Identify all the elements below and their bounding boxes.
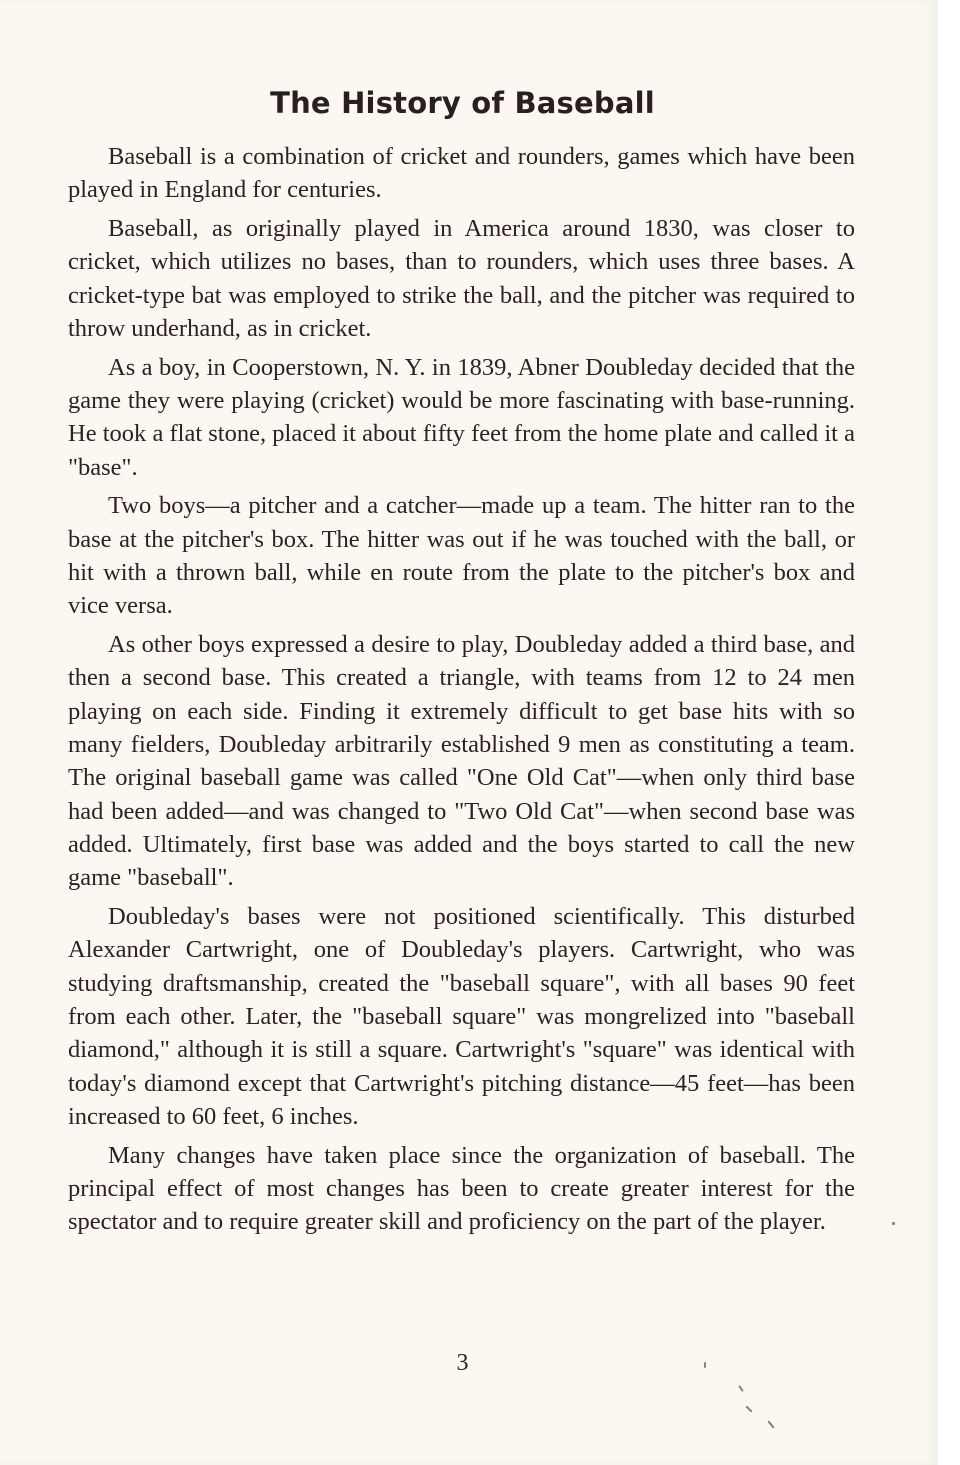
paragraph-7: Many changes have taken place since the organization of baseball. The principal effect of most changes has been to create greater interest for the spectator and to require greater skill and proficiency on the part of the player. — [68, 1141, 855, 1236]
paragraph-4: Two boys—a pitcher and a catcher—made up a team. The hitter ran to the base at the pitcher's box. The hitter was out if he was touched with the ball, or hit with a thrown ball, while en route from the plate to the pitcher's box and vice versa. — [68, 492, 855, 620]
paper-speck — [892, 1222, 895, 1225]
paragraph-3: As a boy, in Cooperstown, N. Y. in 1839, Abner Doubleday decided that the game they were playing (cricket) would be more fascinating with base-running. He took a flat stone, placed it about fifty feet from the home plate and called it a "base". — [68, 353, 855, 481]
page-number: 3 — [456, 1350, 469, 1376]
page-title: The History of Baseball — [270, 86, 655, 120]
article-body — [68, 140, 855, 1244]
paper-speck — [704, 1362, 706, 1368]
paragraph-6: Doubleday's bases were not positioned scientifically. This disturbed Alexander Cartwright, one of Doubleday's players. Cartwright, who was studying draftsmanship, created the "baseball square", with all bases 90 feet from each other. Later, the "baseball square" was mongrelized into "baseball diamond," although it is still a square. Cartwright's "square" was identical with today's diamond except that Cartwright's pitching distance—45 feet—has been increased to 60 feet, 6 inches. — [68, 903, 855, 1130]
paragraph-2: Baseball, as originally played in America around 1830, was closer to cricket, which utilizes no bases, than to rounders, which uses three bases. A cricket-type bat was employed to strike the ball, and the pitcher was required to throw underhand, as in cricket. — [68, 215, 855, 342]
paper-speck — [767, 1420, 774, 1428]
paper-speck — [745, 1405, 752, 1412]
paragraph-1: Baseball is a combination of cricket and rounders, games which have been played in England for centuries. — [68, 143, 855, 204]
paragraph-5: As other boys expressed a desire to play, Doubleday added a third base, and then a second base. This created a triangle, with teams from 12 to 24 men playing on each side. Finding it extremely difficult to get base hits with so many fielders, Doubleday arbitrarily established 9 men as constituting a team. The original baseball game was called "One Old Cat"—when only third base had been added—and was changed to "Two Old Cat"—when second base was added. Ultimately, first base was added and the boys started to call the new game "baseball". — [68, 631, 855, 892]
paper-speck — [738, 1385, 744, 1392]
